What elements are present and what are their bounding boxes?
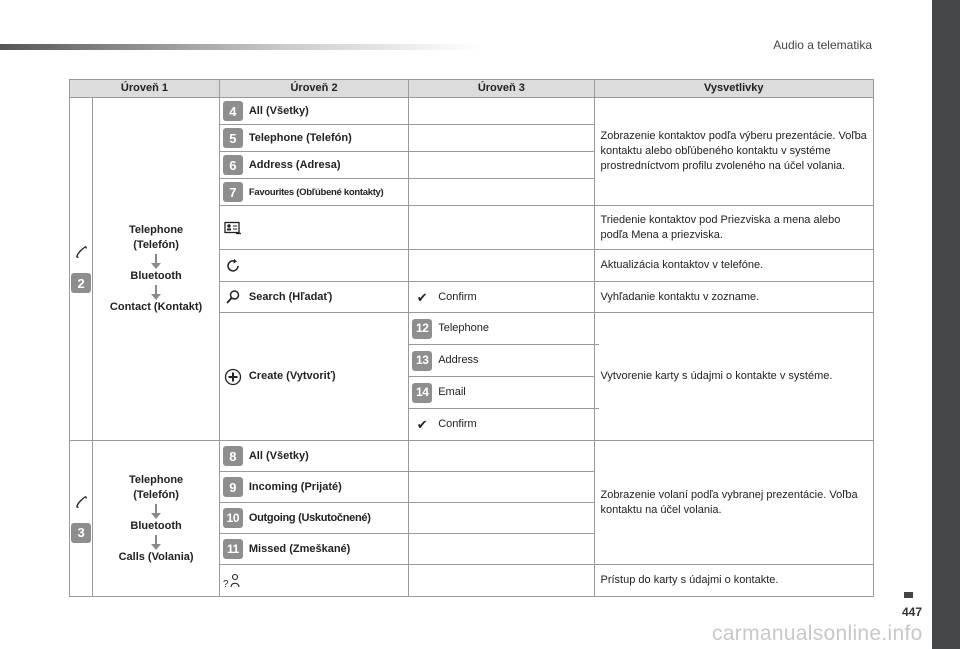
table-row (70, 441, 874, 472)
level2-cell (219, 98, 408, 125)
menu-item-label: Address (Adresa) (248, 158, 341, 171)
step-badge: 2 (71, 273, 91, 293)
level1-cell (93, 98, 220, 441)
menu-item-label: Incoming (Prijaté) (248, 480, 342, 493)
explanation-cell: Prístup do karty s údajmi o kontakte. (594, 565, 874, 597)
level2-cell (219, 206, 408, 250)
explanation-cell: Vyhľadanie kontaktu v zozname. (594, 282, 874, 313)
step-badge: 7 (223, 182, 243, 202)
section-title: Audio a telematika (773, 38, 872, 52)
level0-cell (70, 441, 93, 597)
step-badge: 8 (223, 446, 243, 466)
level3-cell (409, 98, 594, 125)
level2-cell (219, 503, 408, 534)
level3-cell (409, 565, 594, 597)
step-badge: 3 (71, 523, 91, 543)
arrow-down-icon (155, 504, 157, 514)
arrow-down-icon (155, 535, 157, 545)
phone-handset-icon (74, 245, 88, 259)
level2-cell (219, 313, 408, 441)
contact-card-icon (223, 571, 243, 591)
level2-cell (219, 152, 408, 179)
confirm-label: Confirm (438, 290, 477, 303)
side-band (932, 0, 960, 649)
level2-cell (219, 125, 408, 152)
step-badge: 12 (412, 319, 432, 339)
menu-table (69, 79, 874, 597)
step-badge: 5 (223, 128, 243, 148)
menu-item-label: Missed (Zmeškané) (248, 542, 351, 555)
level3-cell (409, 282, 594, 313)
level1-bluetooth: Bluetooth (130, 270, 182, 282)
level2-cell (219, 441, 408, 472)
column-header: Vysvetlivky (594, 80, 874, 98)
explanation-cell: Vytvorenie karty s údajmi o kontakte v systéme. (594, 313, 874, 441)
page-number: 447 (902, 605, 923, 619)
level1-telephone: Telephone (128, 224, 184, 236)
level1-bluetooth: Bluetooth (130, 519, 182, 532)
menu-item-label: Favourites (Obľúbené kontakty) (248, 186, 384, 198)
table-row (70, 98, 874, 125)
create-item-label: Confirm (438, 418, 477, 430)
menu-item-label: Telephone (Telefón) (248, 131, 352, 144)
phone-handset-icon (74, 495, 88, 509)
search-icon (223, 287, 243, 307)
explanation-cell: Aktualizácia kontaktov v telefóne. (594, 250, 874, 282)
level1-telephone: Telephone (128, 473, 184, 486)
create-item-label: Email (438, 386, 466, 398)
level2-cell (219, 565, 408, 597)
level1-calls: Calls (Volania) (118, 550, 194, 563)
step-badge: 11 (223, 539, 243, 559)
level1-cell (93, 441, 220, 597)
level3-cell (409, 503, 594, 534)
column-header: Úroveň 3 (409, 80, 594, 98)
level1-telephone-sk: (Telefón) (133, 239, 179, 251)
menu-item-label: Outgoing (Uskutočnené) (248, 511, 371, 524)
level3-cell (409, 377, 594, 441)
header-gradient-bar (0, 44, 480, 50)
table-header-row (70, 80, 874, 98)
level0-cell (70, 98, 93, 441)
level3-cell (409, 441, 594, 472)
step-badge: 14 (412, 383, 432, 403)
level3-cell (409, 125, 594, 152)
level3-cell (409, 472, 594, 503)
level3-cell (409, 313, 594, 377)
level1-contact: Contact (Kontakt) (109, 301, 203, 313)
step-badge: 6 (223, 155, 243, 175)
level3-cell (409, 152, 594, 179)
level2-cell (219, 282, 408, 313)
plus-circle-icon (223, 367, 243, 387)
check-icon: ✔ (416, 417, 428, 432)
step-badge: 4 (223, 101, 243, 121)
step-badge: 13 (412, 351, 432, 371)
level2-cell (219, 250, 408, 282)
arrow-down-icon (155, 285, 157, 295)
column-header: Úroveň 1 (70, 80, 220, 98)
menu-item-label: All (Všetky) (248, 104, 309, 117)
level1-telephone-sk: (Telefón) (133, 488, 179, 501)
refresh-icon (223, 256, 243, 276)
level3-cell (409, 206, 594, 250)
create-item-label: Telephone (438, 322, 489, 334)
level3-cell (409, 250, 594, 282)
explanation-cell: Zobrazenie kontaktov podľa výberu prezentácie. Voľba kontaktu alebo obľúbeného kontaktu v systéme prostredníctvom profilu zvoleného na účel volania. (594, 98, 874, 206)
step-badge: 9 (223, 477, 243, 497)
menu-item-label: Search (Hľadať) (248, 290, 333, 303)
explanation-cell: Zobrazenie volaní podľa vybranej prezentácie. Voľba kontaktu na účel volania. (594, 441, 874, 565)
explanation-cell: Triedenie kontaktov pod Priezviska a mena alebo podľa Mena a priezviska. (594, 206, 874, 250)
menu-item-label: Create (Vytvoriť) (248, 370, 336, 382)
contact-sort-icon (223, 218, 243, 238)
level2-cell (219, 179, 408, 206)
create-item-label: Address (438, 354, 479, 366)
level3-cell (409, 534, 594, 565)
level2-cell (219, 472, 408, 503)
check-icon: ✔ (416, 289, 428, 305)
column-header: Úroveň 2 (219, 80, 408, 98)
level3-cell (409, 179, 594, 206)
page-marker (904, 592, 913, 598)
menu-item-label: All (Všetky) (248, 449, 309, 462)
arrow-down-icon (155, 254, 157, 264)
watermark: carmanualsonline.info (712, 622, 923, 645)
level2-cell (219, 534, 408, 565)
step-badge: 10 (223, 508, 243, 528)
svg-text:?: ? (222, 578, 229, 590)
